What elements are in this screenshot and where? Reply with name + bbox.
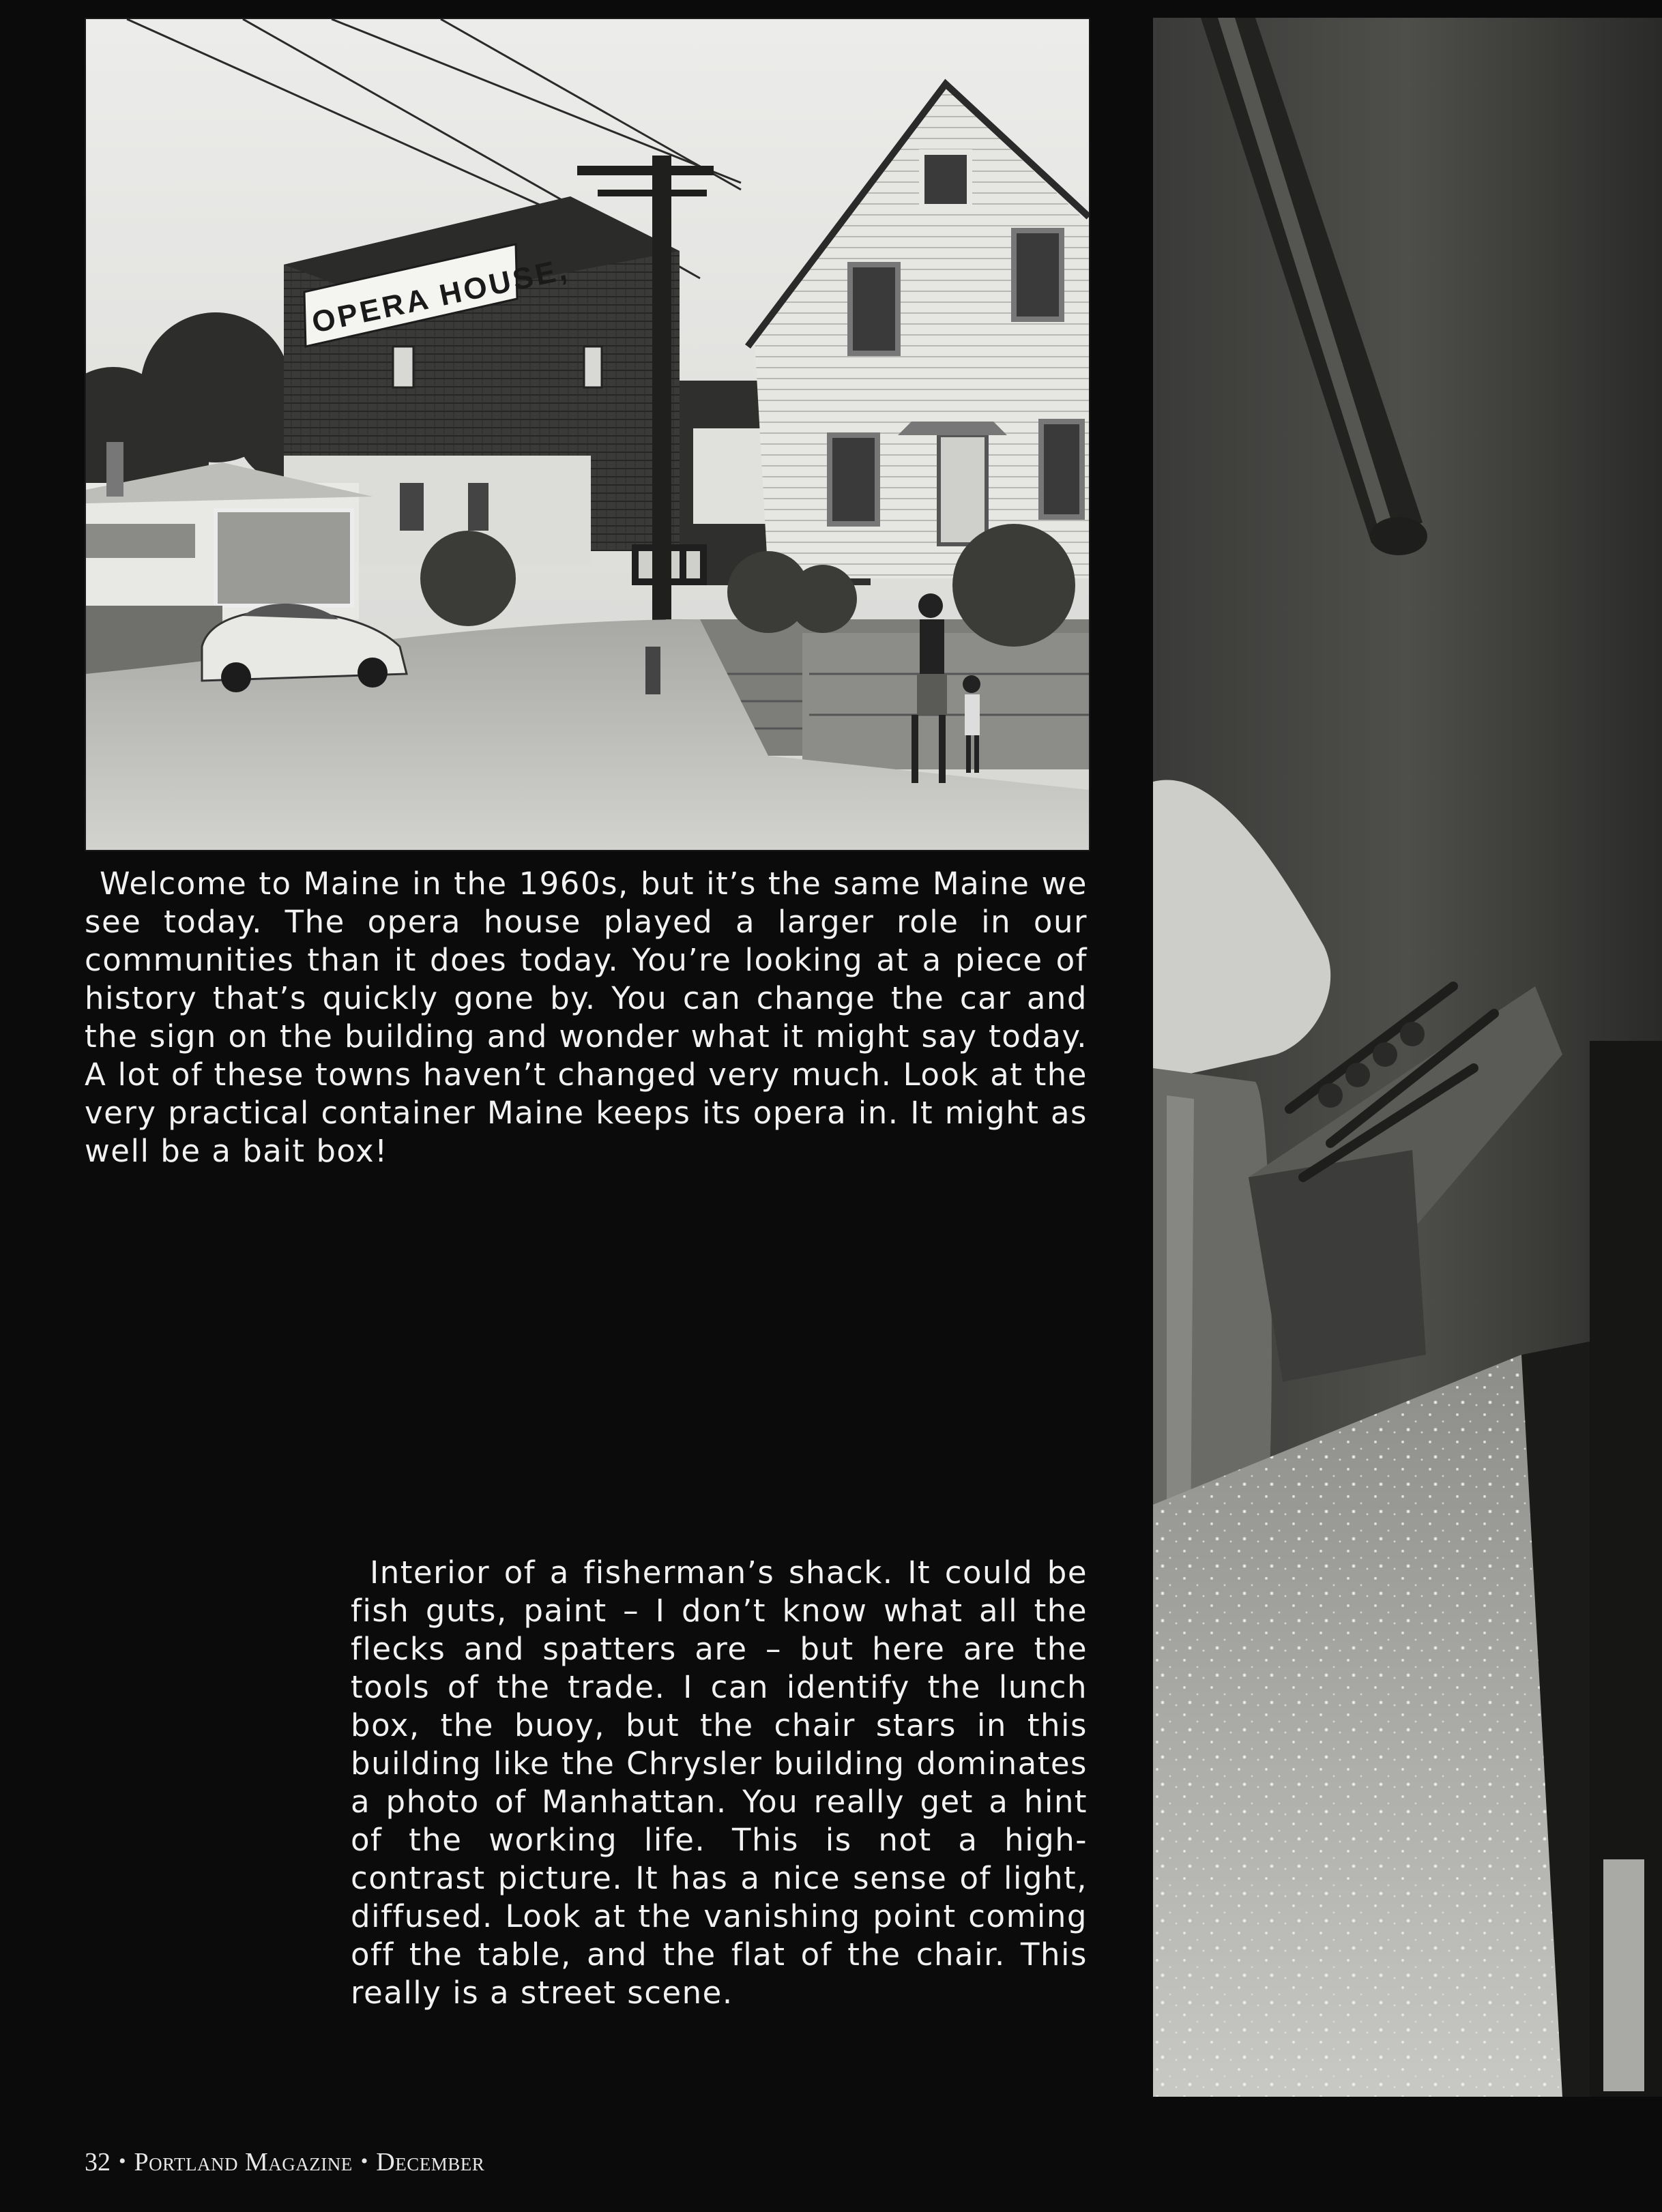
hydrant (645, 647, 660, 694)
opera-house-photo (85, 18, 1090, 851)
bullet-separator: • (360, 2150, 368, 2172)
fisherman-shack-photo (1153, 18, 1662, 2097)
issue-month: December (376, 2148, 485, 2177)
opera-house-sign: OPERA HOUSE, (308, 252, 572, 340)
page-number: 32 (85, 2148, 111, 2177)
chair-leg (1603, 1859, 1644, 2091)
bullet-separator: • (119, 2150, 126, 2172)
opera-house-caption: Welcome to Maine in the 1960s, but it’s the same Maine we see today. The opera house played a larger role in our communities than it does today. You’re looking at a piece of history that’s quickly gone by. You can change the car and the sign on the building and wonder what it might say today. A lot of these towns haven’t changed very much. Look at the very practical container Maine keeps its opera in. It might as well be a bait box! (85, 866, 1088, 1169)
magazine-name: Portland Magazine (134, 2148, 353, 2177)
fisherman-shack-caption: Interior of a fisherman’s shack. It could be fish guts, paint – I don’t know what all the flecks and spatters are – but here are the tools of the trade. I can identify the lunch box, the buoy, but the chair stars in this building like the Chrysler building dominates a photo of Manhattan. You really get a hint of the working life. This is not a high-contrast picture. It has a nice sense of light, diffused. Look at the vanishing point coming off the table, and the flat of the chair. This really is a street scene. (351, 1554, 1088, 2011)
page-folio (85, 2147, 484, 2177)
